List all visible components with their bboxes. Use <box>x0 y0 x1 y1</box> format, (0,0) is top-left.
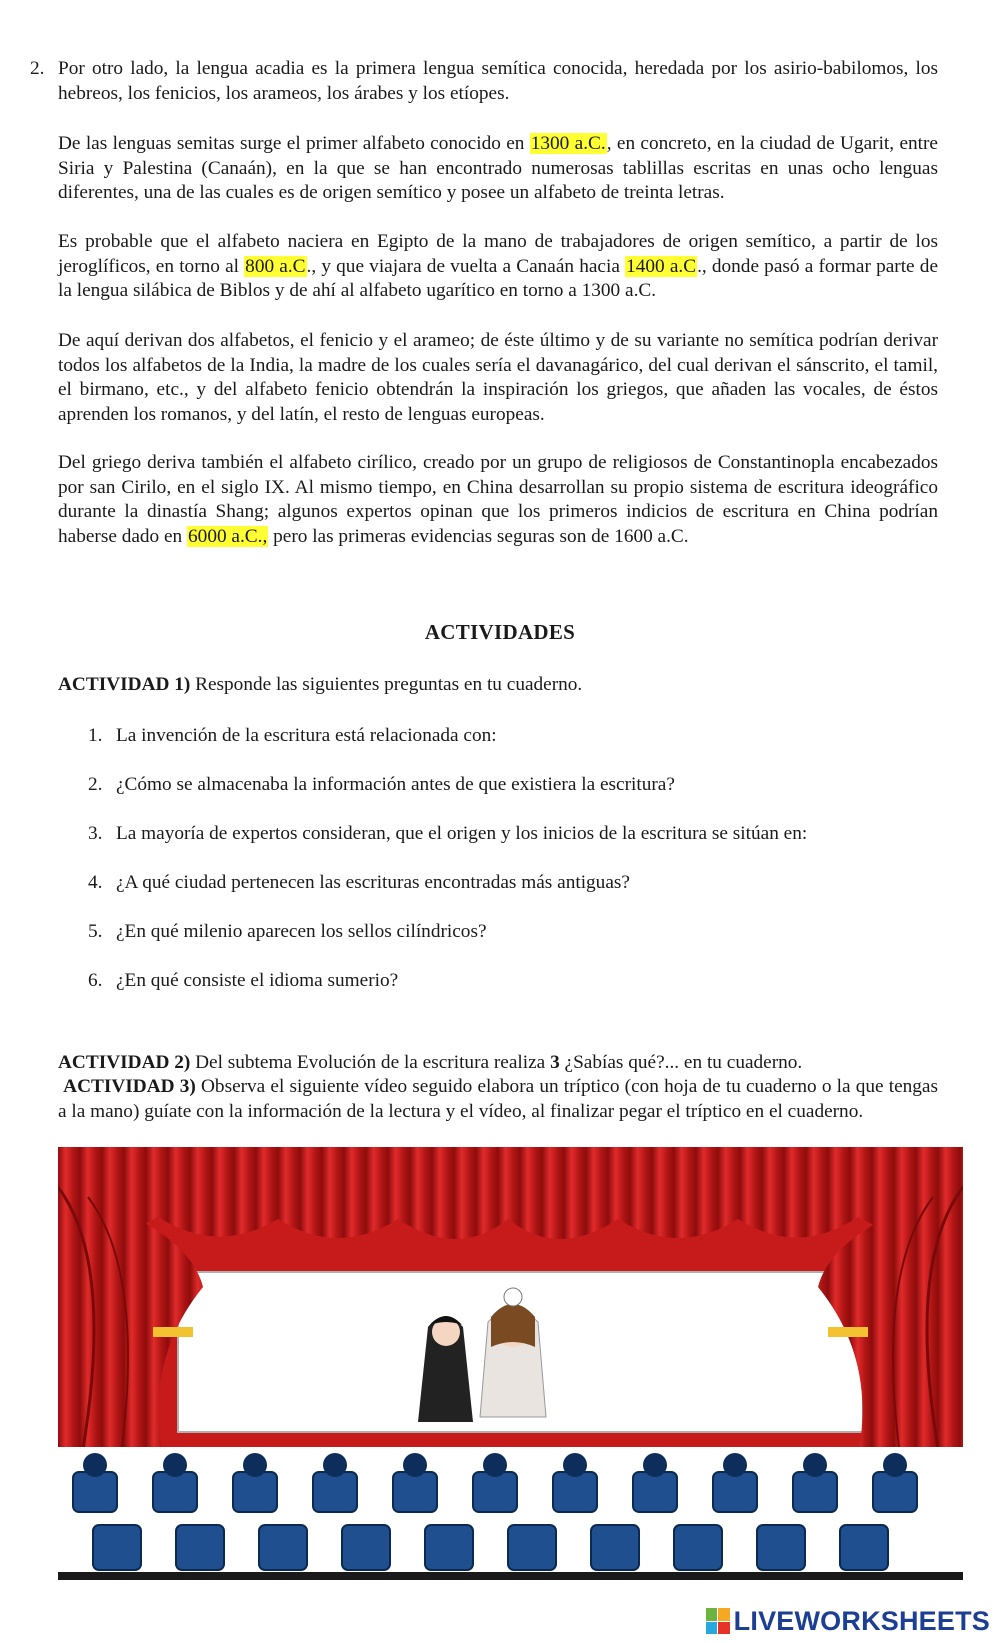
logo-mark-icon <box>706 1608 730 1634</box>
paragraph-ugarit <box>58 132 938 206</box>
highlight-6000: 6000 a.C., <box>188 525 268 547</box>
activity-1-text: Responde las siguientes preguntas en tu cuaderno. <box>190 674 583 695</box>
question-item <box>88 969 398 993</box>
question-text: ¿En qué consiste el idioma sumerio? <box>116 970 399 991</box>
liveworksheets-logo[interactable] <box>706 1604 990 1638</box>
activity-1-label: ACTIVIDAD 1) <box>58 674 191 695</box>
activity-1-instruction <box>58 673 938 698</box>
question-text: La invención de la escritura está relacionada con: <box>116 725 497 746</box>
activity-3-text: Observa el siguiente vídeo seguido elabora un tríptico (con hoja de tu cuaderno o la que tengas a la mano) guíate con la información de la lectura y el vídeo, al finalizar pegar el tríptico en el cuaderno. <box>58 1076 938 1122</box>
right-tieback <box>828 1327 868 1337</box>
p4-text-b: pero las primeras evidencias seguras son de 1600 a.C. <box>268 525 689 547</box>
theater-video-image[interactable] <box>58 1147 963 1580</box>
question-number: 6. <box>88 970 103 991</box>
intro-item-text: Por otro lado, la lengua acadia es la primera lengua semítica conocida, heredada por los asirio-babilomos, los hebreos, los fenicios, los arameos, los árabes y los etíopes. <box>58 58 938 104</box>
question-item <box>88 920 487 944</box>
p1-text-a: De las lenguas semitas surge el primer alfabeto conocido en <box>58 133 530 154</box>
question-text: ¿A qué ciudad pertenecen las escrituras encontradas más antiguas? <box>116 872 630 893</box>
question-item <box>88 724 497 748</box>
left-tieback <box>153 1327 193 1337</box>
intro-item-number: 2. <box>30 58 45 79</box>
question-item <box>88 773 675 797</box>
p1-text-b: , en concreto, en la ciudad de Ugarit, entre Siria y Palestina (Canaán), en la que se han encontrado numerosas tablillas escritas en unas ocho lenguas diferentes, una de las cuales es de origen semítico y posee un alfabeto de treinta letras. <box>58 133 938 204</box>
question-text: ¿En qué milenio aparecen los sellos cilíndricos? <box>116 921 487 942</box>
highlight-1300: 1300 a.C. <box>530 133 606 154</box>
activity-3-label: ACTIVIDAD 3) <box>63 1076 196 1097</box>
question-item <box>88 871 630 895</box>
p2-text-c: ., donde pasó a formar parte de la lengua silábica de Biblos y de ahí al alfabeto ugarítico en torno a 1300 a.C. <box>58 255 938 302</box>
activity-2-instruction <box>58 1051 938 1076</box>
question-number: 3. <box>88 823 103 844</box>
question-number: 5. <box>88 921 103 942</box>
activity-2-text-b: ¿Sabías qué?... en tu cuaderno. <box>559 1052 803 1073</box>
p4-text-a: Del griego deriva también el alfabeto cirílico, creado por un grupo de religiosos de Constantinopla encabezados por san Cirilo, en el siglo IX. Al mismo tiempo, en China desarrollan su propio sistema de escritura ideográfico durante la dinastía Shang; algunos expertos opinan que los primeros indicios de escritura en China podrían haberse dado en <box>58 452 938 547</box>
question-item <box>88 822 807 846</box>
highlight-1400: 1400 a.C <box>626 255 697 277</box>
activities-heading: ACTIVIDADES <box>424 620 576 644</box>
question-number: 4. <box>88 872 103 893</box>
activity-3-instruction <box>58 1075 938 1124</box>
p2-text-a: Es probable que el alfabeto naciera en Egipto de la mano de trabajadores de origen semítico, a partir de los jeroglíficos, en torno al <box>58 231 938 277</box>
paragraph-cyrillic-china <box>58 451 938 549</box>
paragraph-egypt <box>58 230 938 304</box>
question-number: 2. <box>88 774 103 795</box>
activity-2-count: 3 <box>550 1052 560 1073</box>
question-text: ¿Cómo se almacenaba la información antes de que existiera la escritura? <box>116 774 675 795</box>
question-text: La mayoría de expertos consideran, que el origen y los inicios de la escritura se sitúan en: <box>116 823 808 844</box>
p2-text-b: ., y que viajara de vuelta a Canaán hacia <box>306 255 626 277</box>
paragraph-alphabets: De aquí derivan dos alfabetos, el fenicio y el arameo; de éste último y de su variante no semítica podrían derivar todos los alfabetos de la India, la madre de los cuales sería el davanagárico, del cual derivan el sánscrito, el tamil, el birmano, etc., y del alfabeto fenicio obtendrán la inspiración los griegos, que añaden las vocales, de éstos aprenden los romanos, y del latín, el resto de lenguas europeas. <box>58 330 938 425</box>
activity-2-text-a: Del subtema Evolución de la escritura realiza <box>190 1052 551 1073</box>
logo-text: LIVEWORKSHEETS <box>733 1605 990 1636</box>
question-number: 1. <box>88 725 103 746</box>
intro-item <box>30 57 938 106</box>
highlight-800: 800 a.C <box>245 255 306 277</box>
activity-2-label: ACTIVIDAD 2) <box>58 1052 191 1073</box>
